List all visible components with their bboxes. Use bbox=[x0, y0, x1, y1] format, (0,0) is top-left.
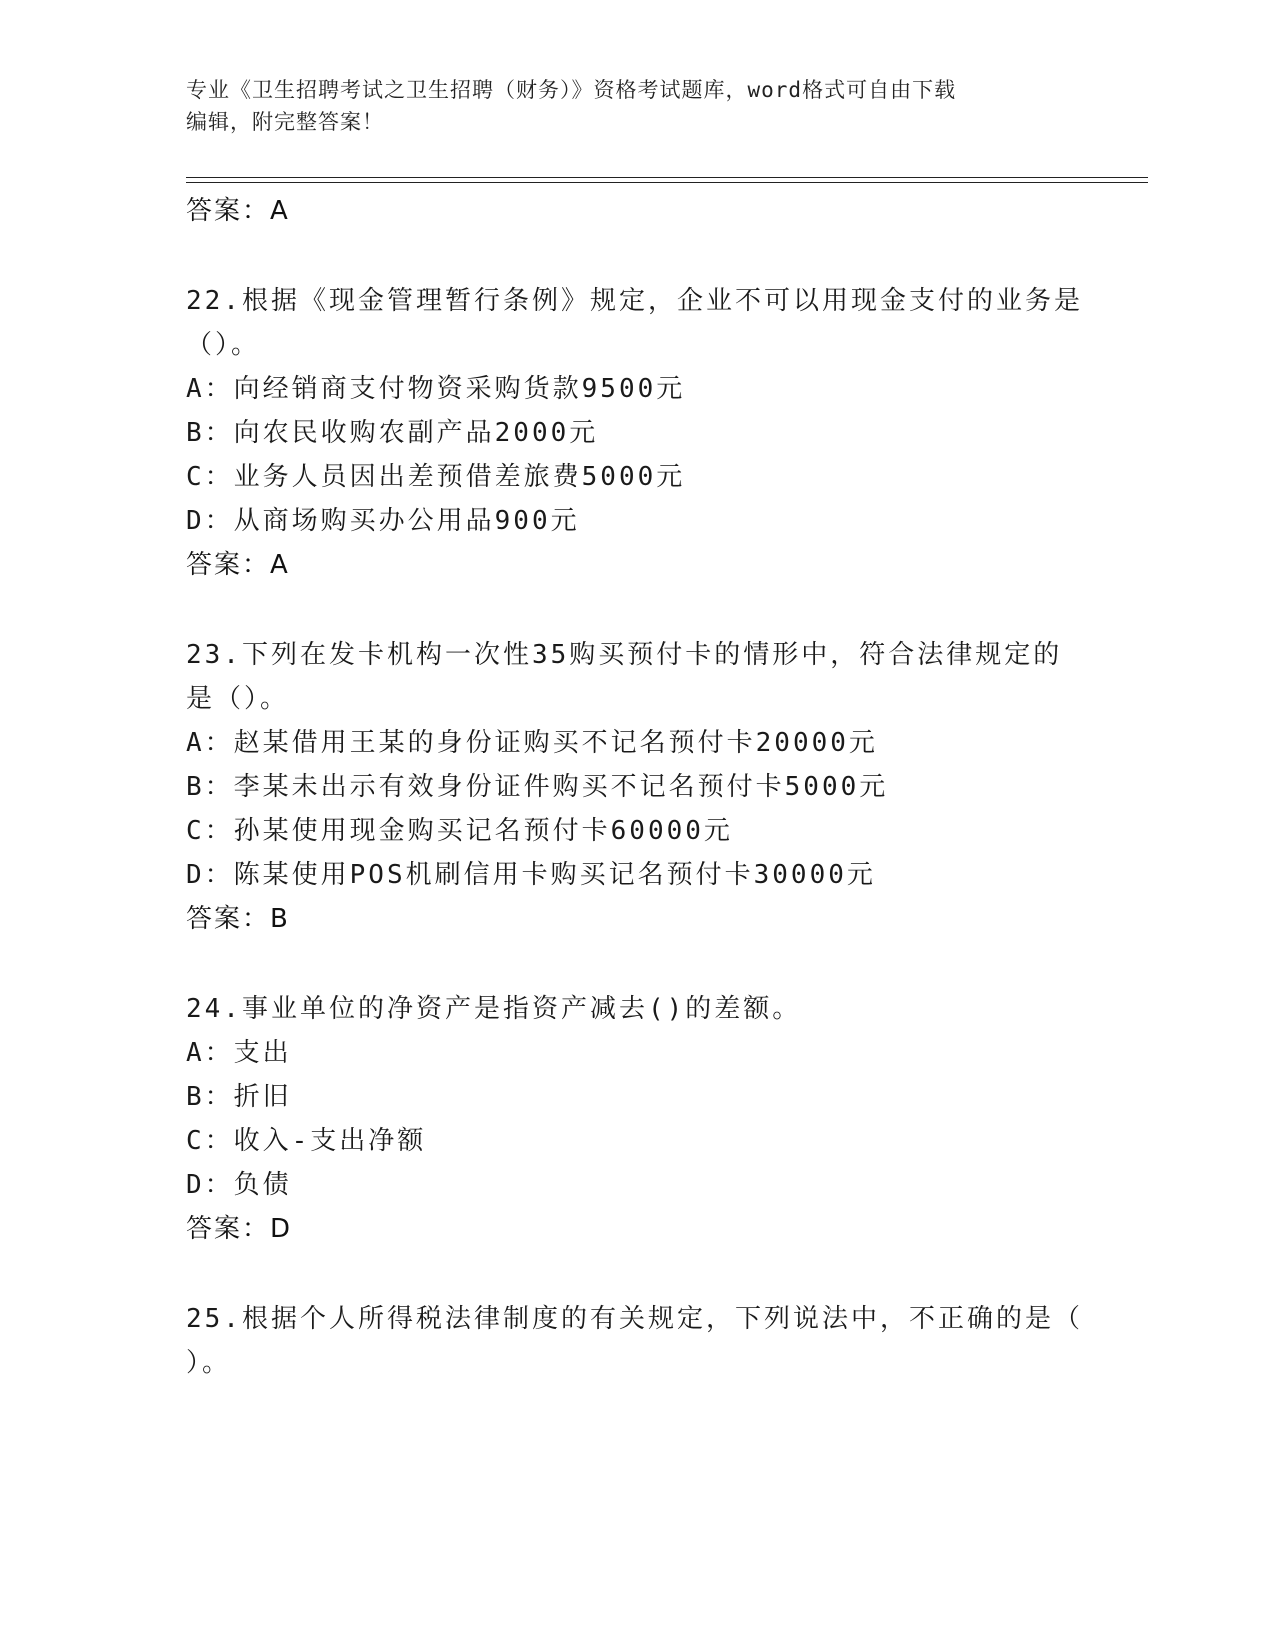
answer-line: 答案：A bbox=[186, 196, 290, 226]
question-22-option-d: D：从商场购买办公用品900元 bbox=[186, 506, 580, 536]
question-24-answer: 答案：D bbox=[186, 1214, 293, 1244]
question-24-stem: 24.事业单位的净资产是指资产减去()的差额。 bbox=[186, 994, 802, 1024]
header-line-1: 专业《卫生招聘考试之卫生招聘（财务）》资格考试题库，word格式可自由下载 bbox=[186, 78, 957, 102]
question-23-option-d: D：陈某使用POS机刷信用卡购买记名预付卡30000元 bbox=[186, 860, 876, 890]
question-25-stem-cont: ）。 bbox=[186, 1348, 232, 1378]
question-24-option-b: B：折旧 bbox=[186, 1082, 292, 1112]
question-23-stem-cont: 是（）。 bbox=[186, 684, 290, 714]
header-divider-top bbox=[186, 177, 1148, 178]
question-22-option-c: C：业务人员因出差预借差旅费5000元 bbox=[186, 462, 686, 492]
question-24-option-a: A：支出 bbox=[186, 1038, 292, 1068]
header-divider-bottom bbox=[186, 182, 1148, 183]
question-23-option-b: B：李某未出示有效身份证件购买不记名预付卡5000元 bbox=[186, 772, 889, 802]
question-23-option-c: C：孙某使用现金购买记名预付卡60000元 bbox=[186, 816, 733, 846]
header-line-2: 编辑，附完整答案！ bbox=[186, 110, 384, 134]
question-22-answer: 答案：A bbox=[186, 550, 290, 580]
question-23-option-a: A：赵某借用王某的身份证购买不记名预付卡20000元 bbox=[186, 728, 878, 758]
document-header bbox=[186, 74, 1086, 138]
question-22-option-a: A：向经销商支付物资采购货款9500元 bbox=[186, 374, 686, 404]
question-22-option-b: B：向农民收购农副产品2000元 bbox=[186, 418, 599, 448]
question-22-stem-cont: （）。 bbox=[186, 330, 261, 360]
question-23-stem: 23.下列在发卡机构一次性35购买预付卡的情形中，符合法律规定的 bbox=[186, 640, 1063, 670]
question-22-stem: 22.根据《现金管理暂行条例》规定，企业不可以用现金支付的业务是 bbox=[186, 286, 1083, 316]
question-24-option-c: C：收入-支出净额 bbox=[186, 1126, 427, 1156]
question-24-option-d: D：负债 bbox=[186, 1170, 292, 1200]
question-23-answer: 答案：B bbox=[186, 904, 290, 934]
question-25-stem: 25.根据个人所得税法律制度的有关规定，下列说法中，不正确的是（ bbox=[186, 1304, 1083, 1334]
